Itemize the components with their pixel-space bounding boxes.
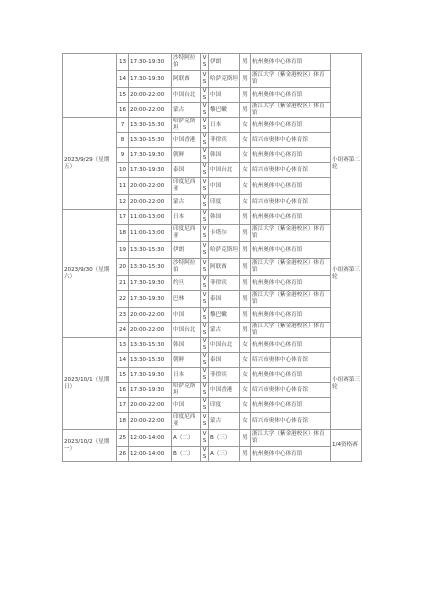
vs-label: VS (201, 242, 209, 259)
team-a: 约旦 (172, 276, 201, 291)
gender: 男 (240, 103, 251, 118)
match-number: 18 (117, 225, 129, 242)
venue: 杭州奥体中心体育馆 (251, 398, 331, 413)
match-time: 20:00-22:00 (129, 178, 172, 195)
gender: 男 (240, 276, 251, 291)
match-number: 19 (117, 242, 129, 259)
vs-label: VS (201, 276, 209, 291)
match-time: 17:30-19:30 (129, 54, 172, 71)
vs-label: VS (201, 54, 209, 71)
team-a: 巴林 (172, 291, 201, 308)
gender: 女 (240, 338, 251, 353)
match-time: 20:00-22:00 (129, 398, 172, 413)
team-a: 哈萨克斯坦 (172, 118, 201, 133)
team-a: 印度尼西亚 (172, 413, 201, 430)
gender: 女 (240, 163, 251, 178)
match-number: 15 (117, 368, 129, 383)
team-b: 韩国 (209, 210, 240, 225)
vs-label: VS (201, 338, 209, 353)
date-cell: 2023/9/29（星期五） (63, 118, 117, 210)
team-b: 印度 (209, 195, 240, 210)
match-time: 17:30-19:30 (129, 163, 172, 178)
team-b: 日本 (209, 118, 240, 133)
stage-cell: 1/4资格赛 (331, 430, 362, 462)
team-a: 蒙古 (172, 103, 201, 118)
venue: 绍兴市奥体中心体育馆 (251, 163, 331, 178)
team-b: 中国台北 (209, 338, 240, 353)
team-a: 中国香港 (172, 133, 201, 148)
gender: 男 (240, 242, 251, 259)
vs-label: VS (201, 71, 209, 88)
table-row (63, 338, 362, 353)
vs-label: VS (201, 103, 209, 118)
gender: 女 (240, 413, 251, 430)
gender: 男 (240, 308, 251, 323)
match-number: 7 (117, 118, 129, 133)
vs-label: VS (201, 291, 209, 308)
vs-label: VS (201, 383, 209, 398)
match-time: 20:00-22:00 (129, 88, 172, 103)
team-a: 蒙古 (172, 195, 201, 210)
match-number: 13 (117, 54, 129, 71)
gender: 男 (240, 259, 251, 276)
team-b: 阿联酋 (209, 259, 240, 276)
team-b: 伊朗 (209, 54, 240, 71)
vs-label: VS (201, 225, 209, 242)
gender: 女 (240, 178, 251, 195)
vs-label: VS (201, 195, 209, 210)
vs-label: VS (201, 430, 209, 447)
match-number: 21 (117, 276, 129, 291)
team-a: 中国 (172, 398, 201, 413)
team-a: 中国 (172, 308, 201, 323)
match-time: 17:30-19:30 (129, 148, 172, 163)
team-b: 中国 (209, 88, 240, 103)
venue: 绍兴市奥体中心体育馆 (251, 383, 331, 398)
team-b: 韩国 (209, 148, 240, 163)
team-b: 中国香港 (209, 383, 240, 398)
team-b: 蒙古 (209, 413, 240, 430)
gender: 男 (240, 291, 251, 308)
match-time: 13:30-15:30 (129, 242, 172, 259)
team-a: 中国台北 (172, 323, 201, 338)
gender: 男 (240, 430, 251, 447)
venue: 杭州奥体中心体育馆 (251, 54, 331, 71)
table-row (63, 118, 362, 133)
match-time: 11:00-13:00 (129, 210, 172, 225)
team-b: 印度 (209, 398, 240, 413)
venue: 杭州奥体中心体育馆 (251, 447, 331, 462)
match-time: 20:00-22:00 (129, 103, 172, 118)
match-time: 12:00-14:00 (129, 447, 172, 462)
schedule-body (63, 54, 362, 462)
venue: 杭州奥体中心体育馆 (251, 368, 331, 383)
team-a: 韩国 (172, 338, 201, 353)
venue: 绍兴市奥体中心体育馆 (251, 413, 331, 430)
venue: 杭州奥体中心体育馆 (251, 276, 331, 291)
venue: 杭州奥体中心体育馆 (251, 242, 331, 259)
gender: 男 (240, 210, 251, 225)
team-a: 日本 (172, 368, 201, 383)
match-number: 11 (117, 178, 129, 195)
team-a: B（二） (172, 447, 201, 462)
match-number: 22 (117, 291, 129, 308)
table-row (63, 210, 362, 225)
team-b: 菲律宾 (209, 133, 240, 148)
gender: 女 (240, 398, 251, 413)
match-time: 17:30-19:30 (129, 383, 172, 398)
match-time: 17:30-19:30 (129, 368, 172, 383)
team-b: 泰国 (209, 291, 240, 308)
date-cell: 2023/10/1（星期日） (63, 338, 117, 430)
venue: 浙江大学（紫金港校区）体育馆 (251, 103, 331, 118)
team-a: A（二） (172, 430, 201, 447)
team-a: 哈萨克斯坦 (172, 383, 201, 398)
match-time: 20:00-22:00 (129, 323, 172, 338)
venue: 浙江大学（紫金港校区）体育馆 (251, 323, 331, 338)
team-a: 日本 (172, 210, 201, 225)
team-a: 朝鲜 (172, 148, 201, 163)
team-b: 菲律宾 (209, 368, 240, 383)
stage-cell (331, 54, 362, 118)
vs-label: VS (201, 447, 209, 462)
match-time: 17:30-19:30 (129, 291, 172, 308)
match-time: 17:30-19:30 (129, 71, 172, 88)
gender: 女 (240, 195, 251, 210)
date-cell: 2023/9/30（星期六） (63, 210, 117, 338)
match-number: 17 (117, 398, 129, 413)
vs-label: VS (201, 259, 209, 276)
gender: 女 (240, 133, 251, 148)
stage-cell: 小组赛第三轮 (331, 210, 362, 338)
match-number: 23 (117, 308, 129, 323)
team-b: 中国台北 (209, 163, 240, 178)
gender: 女 (240, 118, 251, 133)
team-a: 沙特阿拉伯 (172, 259, 201, 276)
venue: 杭州奥体中心体育馆 (251, 308, 331, 323)
team-b: 卡塔尔 (209, 225, 240, 242)
team-b: 黎巴嫩 (209, 103, 240, 118)
schedule-table (62, 53, 362, 462)
match-number: 13 (117, 338, 129, 353)
vs-label: VS (201, 398, 209, 413)
stage-cell: 小组赛第三轮 (331, 338, 362, 430)
venue: 绍兴市奥体中心体育馆 (251, 133, 331, 148)
vs-label: VS (201, 210, 209, 225)
match-time: 17:30-19:30 (129, 276, 172, 291)
gender: 女 (240, 148, 251, 163)
vs-label: VS (201, 148, 209, 163)
match-number: 9 (117, 148, 129, 163)
gender: 男 (240, 71, 251, 88)
team-a: 中国台北 (172, 88, 201, 103)
match-number: 26 (117, 447, 129, 462)
team-b: 黎巴嫩 (209, 308, 240, 323)
match-time: 13:30-15:30 (129, 259, 172, 276)
gender: 男 (240, 54, 251, 71)
vs-label: VS (201, 163, 209, 178)
vs-label: VS (201, 368, 209, 383)
gender: 男 (240, 447, 251, 462)
match-number: 12 (117, 195, 129, 210)
venue: 浙江大学（紫金港校区）体育馆 (251, 71, 331, 88)
venue: 浙江大学（紫金港校区）体育馆 (251, 291, 331, 308)
vs-label: VS (201, 323, 209, 338)
vs-label: VS (201, 413, 209, 430)
vs-label: VS (201, 133, 209, 148)
team-b: 泰国 (209, 353, 240, 368)
vs-label: VS (201, 88, 209, 103)
team-a: 印度尼西亚 (172, 225, 201, 242)
venue: 杭州奥体中心体育馆 (251, 210, 331, 225)
team-b: 蒙古 (209, 323, 240, 338)
match-number: 20 (117, 259, 129, 276)
match-time: 12:00-14:00 (129, 430, 172, 447)
date-cell (63, 54, 117, 118)
match-time: 13:30-15:30 (129, 118, 172, 133)
match-number: 17 (117, 210, 129, 225)
vs-label: VS (201, 178, 209, 195)
stage-cell: 小组赛第二轮 (331, 118, 362, 210)
team-b: 中国 (209, 178, 240, 195)
venue: 浙江大学（紫金港校区）体育馆 (251, 225, 331, 242)
team-b: B（三） (209, 430, 240, 447)
match-number: 16 (117, 383, 129, 398)
team-b: 菲律宾 (209, 276, 240, 291)
match-number: 25 (117, 430, 129, 447)
match-number: 14 (117, 353, 129, 368)
venue: 杭州奥体中心体育馆 (251, 148, 331, 163)
team-a: 沙特阿拉伯 (172, 54, 201, 71)
vs-label: VS (201, 353, 209, 368)
match-time: 20:00-22:00 (129, 308, 172, 323)
match-number: 10 (117, 163, 129, 178)
venue: 杭州奥体中心体育馆 (251, 118, 331, 133)
table-row (63, 54, 362, 71)
match-number: 16 (117, 103, 129, 118)
gender: 女 (240, 368, 251, 383)
match-time: 20:00-22:00 (129, 195, 172, 210)
vs-label: VS (201, 118, 209, 133)
venue: 绍兴市奥体中心体育馆 (251, 353, 331, 368)
team-b: A（三） (209, 447, 240, 462)
match-time: 20:00-22:00 (129, 413, 172, 430)
team-b: 哈萨克斯坦 (209, 71, 240, 88)
team-a: 印度尼西亚 (172, 178, 201, 195)
gender: 男 (240, 225, 251, 242)
venue: 绍兴市奥体中心体育馆 (251, 195, 331, 210)
table-row (63, 430, 362, 447)
venue: 杭州奥体中心体育馆 (251, 178, 331, 195)
team-a: 伊朗 (172, 242, 201, 259)
gender: 女 (240, 353, 251, 368)
team-b: 哈萨克斯坦 (209, 242, 240, 259)
venue: 浙江大学（紫金港校区）体育馆 (251, 430, 331, 447)
match-number: 15 (117, 88, 129, 103)
venue: 浙江大学（紫金港校区）体育馆 (251, 259, 331, 276)
match-number: 24 (117, 323, 129, 338)
gender: 男 (240, 88, 251, 103)
team-a: 朝鲜 (172, 353, 201, 368)
match-number: 18 (117, 413, 129, 430)
match-time: 13:30-15:30 (129, 133, 172, 148)
date-cell: 2023/10/2（星期一） (63, 430, 117, 462)
vs-label: VS (201, 308, 209, 323)
gender: 女 (240, 383, 251, 398)
venue: 杭州奥体中心体育馆 (251, 88, 331, 103)
team-a: 泰国 (172, 163, 201, 178)
match-number: 8 (117, 133, 129, 148)
gender: 男 (240, 323, 251, 338)
venue: 杭州奥体中心体育馆 (251, 338, 331, 353)
team-a: 阿联酋 (172, 71, 201, 88)
match-number: 14 (117, 71, 129, 88)
match-time: 11:00-13:00 (129, 225, 172, 242)
match-time: 13:30-15:30 (129, 353, 172, 368)
match-time: 13:30-15:30 (129, 338, 172, 353)
